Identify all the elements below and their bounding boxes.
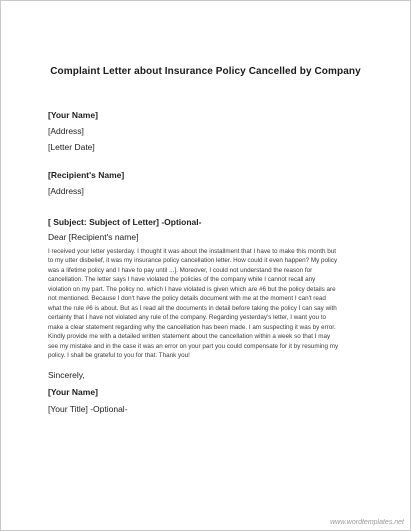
sender-address: [Address] <box>48 126 84 136</box>
body-line: violation on my part. The policy no. which I have violated is given which are #6 but the policy details are <box>48 285 336 293</box>
recipient-address: [Address] <box>48 186 84 196</box>
body-line: what the rule #6 is about. But as I read all the documents in detail before taking the policy I can say with <box>48 304 337 312</box>
body-line: certainty that I have not violated any rule of the company. Regarding yesterday's letter, I want you to <box>48 314 326 322</box>
letter-content <box>1 1 410 530</box>
letter-date: [Letter Date] <box>48 142 95 152</box>
document-title: Complaint Letter about Insurance Policy Cancelled by Company <box>50 66 361 77</box>
body-line: policy. I shall be grateful to you for that. Thank you! <box>48 351 190 359</box>
body-line: cancellation. The letter says I have violated the policies of the company while I cannot recall any <box>48 276 316 284</box>
signature-name: [Your Name] <box>48 387 98 397</box>
signature-title: [Your Title] -Optional- <box>48 404 128 414</box>
sender-name: [Your Name] <box>48 110 98 120</box>
body-line: to my utter disbelief, it was my insurance policy cancellation letter. How could it even happen? My policy <box>48 257 338 265</box>
recipient-name: [Recipient's Name] <box>48 170 125 180</box>
watermark: www.wordtemplates.net <box>330 519 404 526</box>
salutation: Dear [Recipient's name] <box>48 232 139 242</box>
closing: Sincerely, <box>48 370 85 380</box>
subject-line: [ Subject: Subject of Letter] -Optional- <box>48 217 202 227</box>
body-line: make a clear statement regarding why the cancellation has been made. I am suspecting it was by error. <box>48 323 336 331</box>
body-line: see my mistake and in the case it was an error on your part you could compensate for it by resuming my <box>48 342 339 350</box>
body-line: not mentioned. Because I don't have the policy details document with me at the moment I can't read <box>48 295 326 303</box>
body-line: Kindly provide me with a detailed written statement about the cancellation within a week so that I may <box>48 333 331 341</box>
body-line: I received your letter yesterday. I thought it was about the installment that I have to make this month but <box>48 248 336 255</box>
body-line: was a lifetime policy and I have to pay until ...]. Moreover, I could not understand the reason for <box>48 266 313 274</box>
letter-body <box>48 247 366 360</box>
